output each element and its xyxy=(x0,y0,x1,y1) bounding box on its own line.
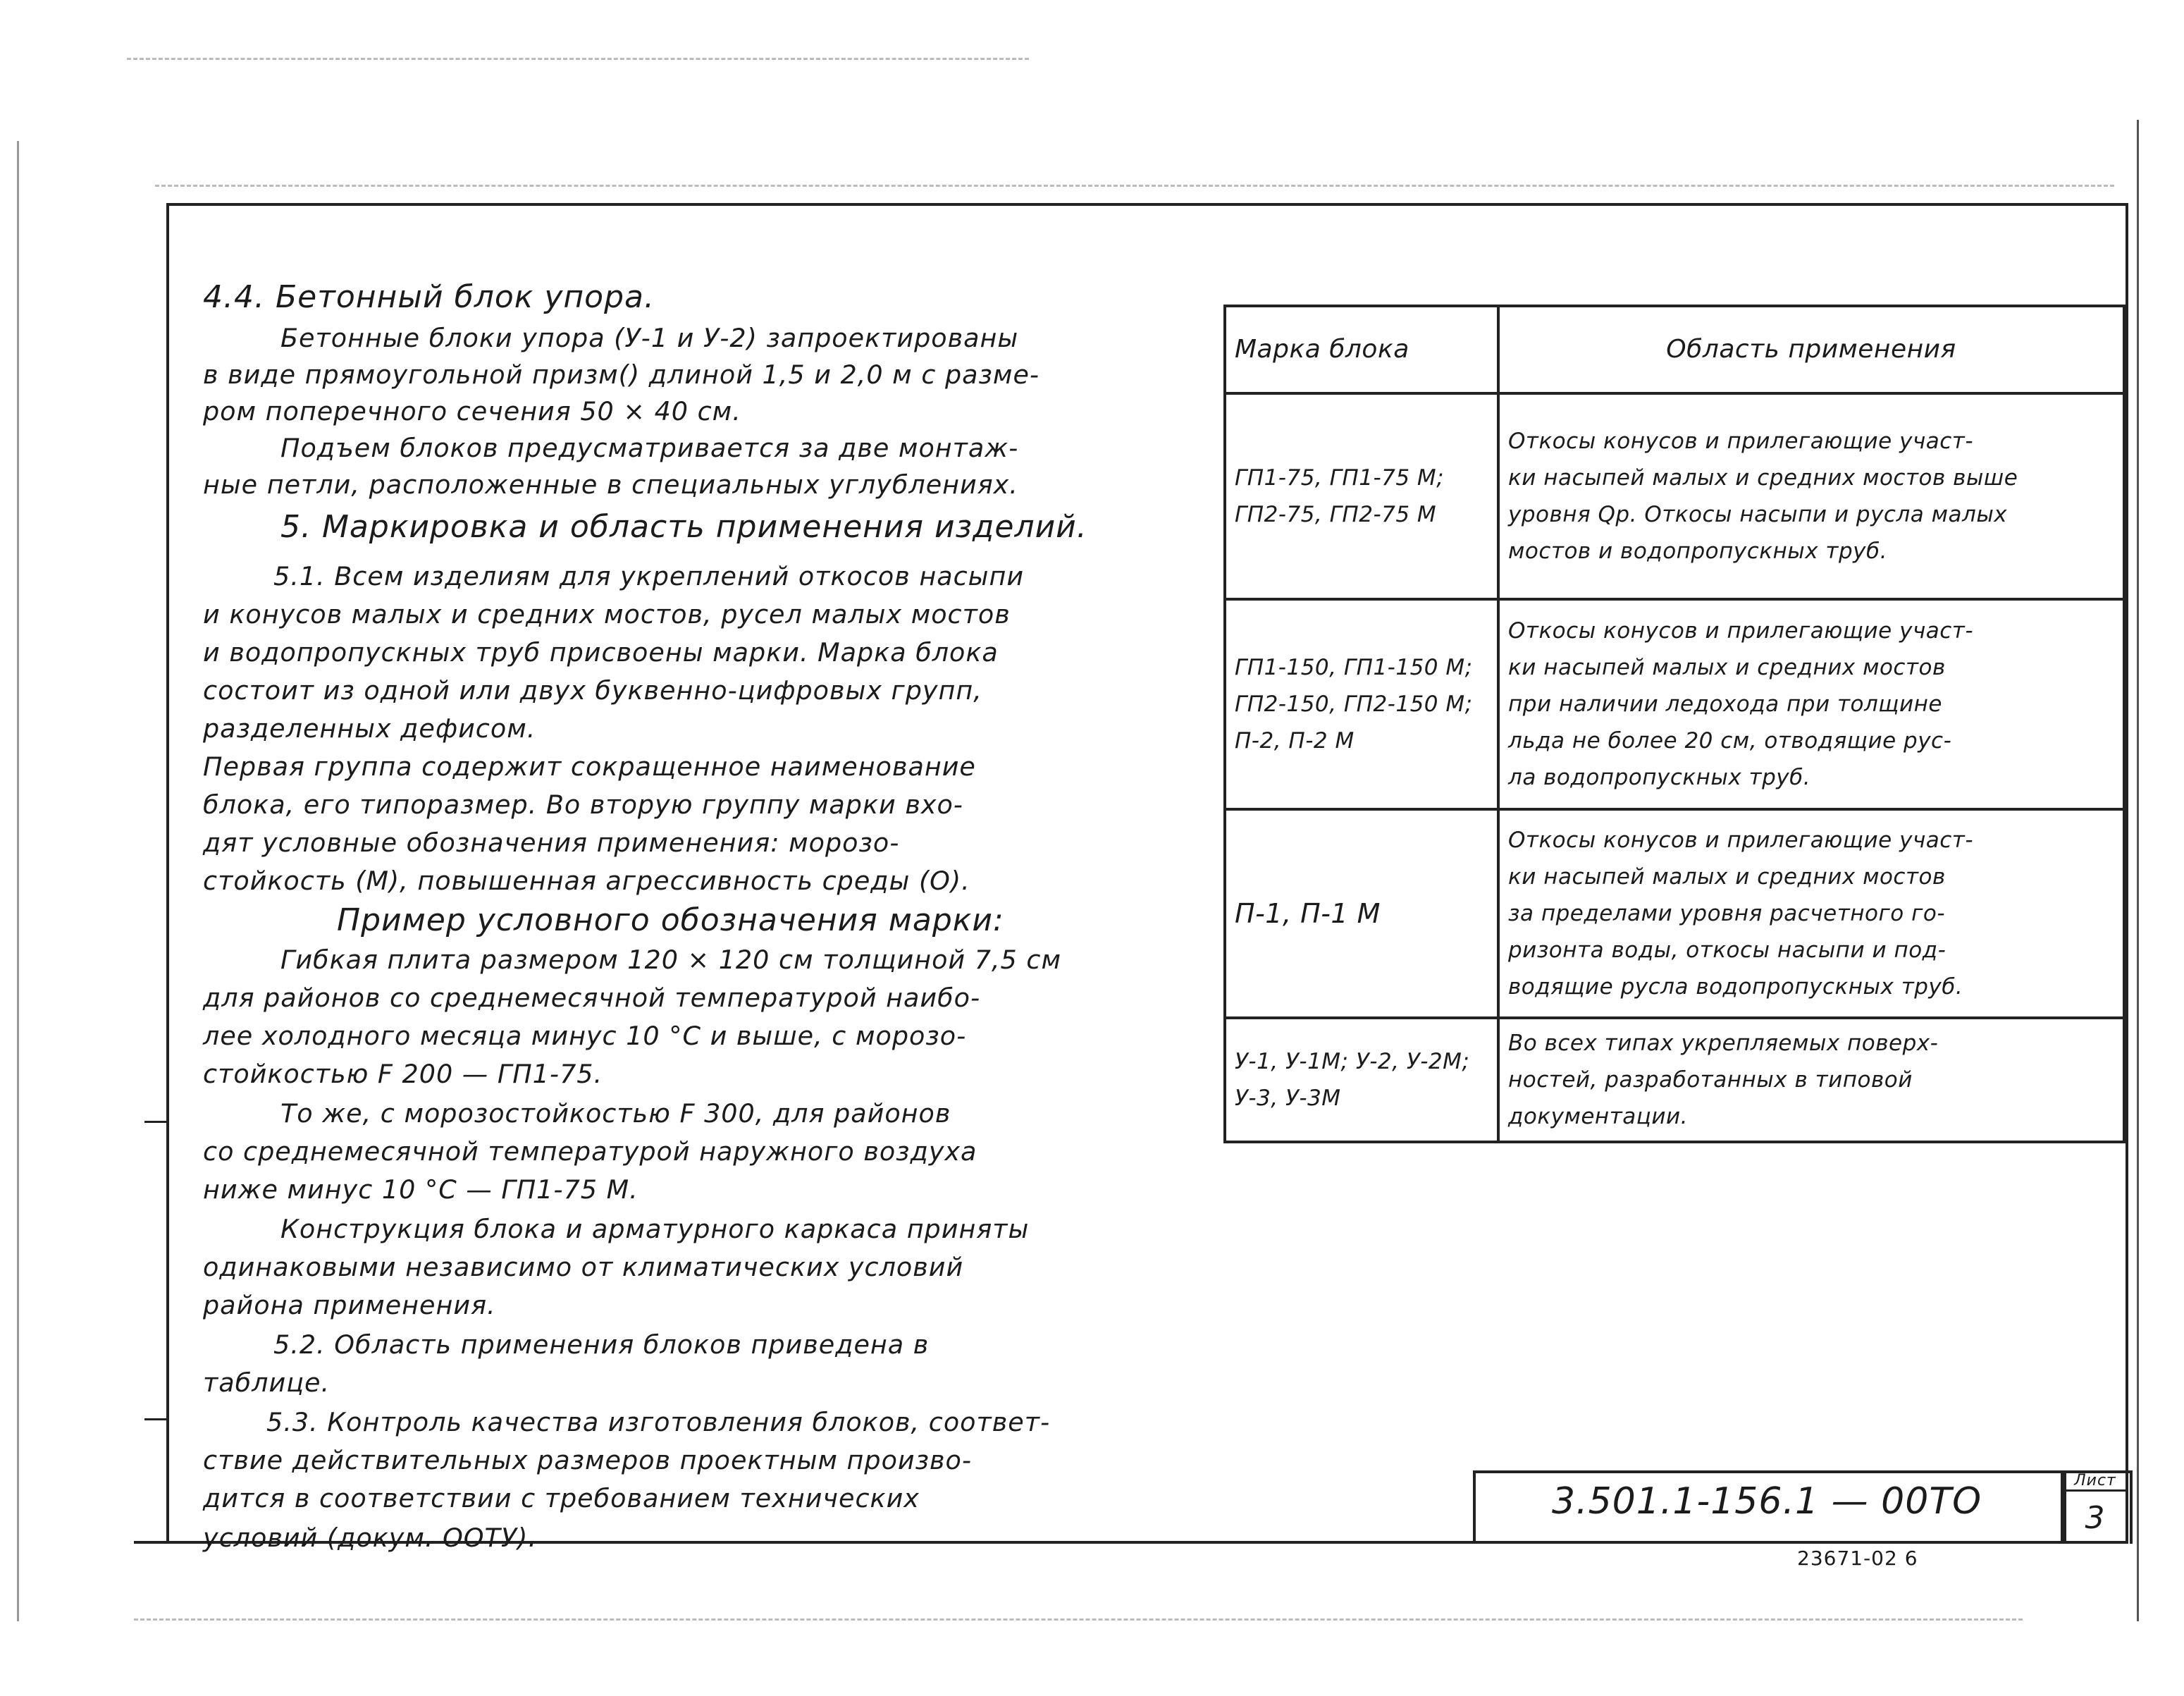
text-line: таблице. xyxy=(203,1368,331,1398)
text-line: Первая группа содержит сокращенное наименование xyxy=(203,751,976,782)
sheet-label: Лист xyxy=(2063,1472,2127,1492)
archive-number: 23671-02 6 xyxy=(1797,1547,1918,1570)
column-header-scope: Область применения xyxy=(1498,306,2124,393)
scope-cell: Откосы конусов и прилегающие участ- ки насыпей малых и средних мостов за пределами уровня расчетного го- ризонта воды, откосы насыпи и под- водящие русла водопропускных труб. xyxy=(1498,809,2124,1018)
top-scan-line xyxy=(127,58,1029,60)
text-line: ниже минус 10 °С — ГП1-75 М. xyxy=(203,1174,638,1205)
scope-cell: Откосы конусов и прилегающие участ- ки насыпей малых и средних мостов выше уровня Qр. Откосы насыпи и русла малых мостов и водопропускных труб. xyxy=(1498,393,2124,599)
block-mark-cell: У-1, У-1М; У-2, У-2М; У-3, У-3М xyxy=(1225,1018,1498,1142)
application-table xyxy=(1223,305,2126,1143)
bottom-scan-line xyxy=(134,1618,2023,1621)
table-row xyxy=(1225,809,2124,1018)
text-line: для районов со среднемесячной температурой наибо- xyxy=(203,983,981,1013)
text-line: 5.2. Область применения блоков приведена в xyxy=(273,1329,930,1360)
text-line: Гибкая плита размером 120 × 120 см толщиной 7,5 см xyxy=(280,945,1061,975)
frame-right xyxy=(2126,203,2128,1541)
text-line: одинаковыми независимо от климатических условий xyxy=(203,1252,964,1282)
text-line: 5.3. Контроль качества изготовления блоков, соответ- xyxy=(266,1407,1051,1437)
section-heading: 4.4. Бетонный блок упора. xyxy=(203,279,655,315)
frame-top xyxy=(166,203,2128,206)
block-mark-cell: ГП1-150, ГП1-150 М; ГП2-150, ГП2-150 М; П-2, П-2 М xyxy=(1225,599,1498,809)
text-line: ром поперечного сечения 50 × 40 см. xyxy=(203,396,741,426)
frame-left xyxy=(166,203,169,1541)
scope-cell: Откосы конусов и прилегающие участ- ки насыпей малых и средних мостов при наличии ледохода при толщине льда не более 20 см, отводящие рус- ла водопропускных труб. xyxy=(1498,599,2124,809)
text-line: стойкость (М), повышенная агрессивность среды (О). xyxy=(203,866,970,896)
right-scan-edge xyxy=(2137,120,2139,1621)
frame-tick xyxy=(144,1121,167,1123)
left-scan-edge xyxy=(17,141,19,1621)
text-line: района применения. xyxy=(203,1290,496,1320)
text-line: ствие действительных размеров проектным произво- xyxy=(203,1445,973,1475)
table-row xyxy=(1225,1018,2124,1142)
text-line: состоит из одной или двух буквенно-цифровых групп, xyxy=(203,675,982,706)
text-line: и конусов малых и средних мостов, русел малых мостов xyxy=(203,599,1011,629)
text-line: Конструкция блока и арматурного каркаса приняты xyxy=(280,1214,1030,1244)
text-line: лее холодного месяца минус 10 °С и выше, с морозо- xyxy=(203,1021,967,1051)
column-header-mark: Марка блока xyxy=(1225,306,1498,393)
frame-tick xyxy=(144,1418,167,1420)
text-line: дится в соответствии с требованием технических xyxy=(203,1483,920,1513)
section-heading: 5. Маркировка и область применения изделий. xyxy=(280,509,1087,545)
text-line: 5.1. Всем изделиям для укреплений откосов насыпи xyxy=(273,561,1025,591)
table-header-row xyxy=(1225,306,2124,393)
text-line: Бетонные блоки упора (У-1 и У-2) запроектированы xyxy=(280,323,1019,353)
text-line: со среднемесячной температурой наружного воздуха xyxy=(203,1136,977,1167)
block-mark-cell: ГП1-75, ГП1-75 М; ГП2-75, ГП2-75 М xyxy=(1225,393,1498,599)
sheet-number: 3 xyxy=(2085,1500,2106,1536)
text-line: блока, его типоразмер. Во вторую группу марки вхо- xyxy=(203,789,963,820)
text-line: стойкостью F 200 — ГП1-75. xyxy=(203,1059,603,1089)
table-row xyxy=(1225,393,2124,599)
upper-scan-line xyxy=(155,185,2114,187)
text-line: и водопропускных труб присвоены марки. Марка блока xyxy=(203,637,999,668)
text-line: условий (докум. ООТУ). xyxy=(203,1523,537,1553)
document-code: 3.501.1-156.1 — 00ТО xyxy=(1551,1480,1982,1523)
text-line: ные петли, расположенные в специальных углублениях. xyxy=(203,469,1018,500)
text-line: Подъем блоков предусматривается за две монтаж- xyxy=(280,433,1019,463)
block-mark-cell: П-1, П-1 М xyxy=(1225,809,1498,1018)
text-line: в виде прямоугольной призм() длиной 1,5 и 2,0 м с разме- xyxy=(203,360,1040,390)
text-line: дят условные обозначения применения: морозо- xyxy=(203,828,900,858)
scope-cell: Во всех типах укрепляемых поверх- ностей, разработанных в типовой документации. xyxy=(1498,1018,2124,1142)
table-row xyxy=(1225,599,2124,809)
example-heading: Пример условного обозначения марки: xyxy=(337,902,1004,938)
text-line: То же, с морозостойкостью F 300, для районов xyxy=(280,1098,951,1129)
text-line: разделенных дефисом. xyxy=(203,713,536,744)
